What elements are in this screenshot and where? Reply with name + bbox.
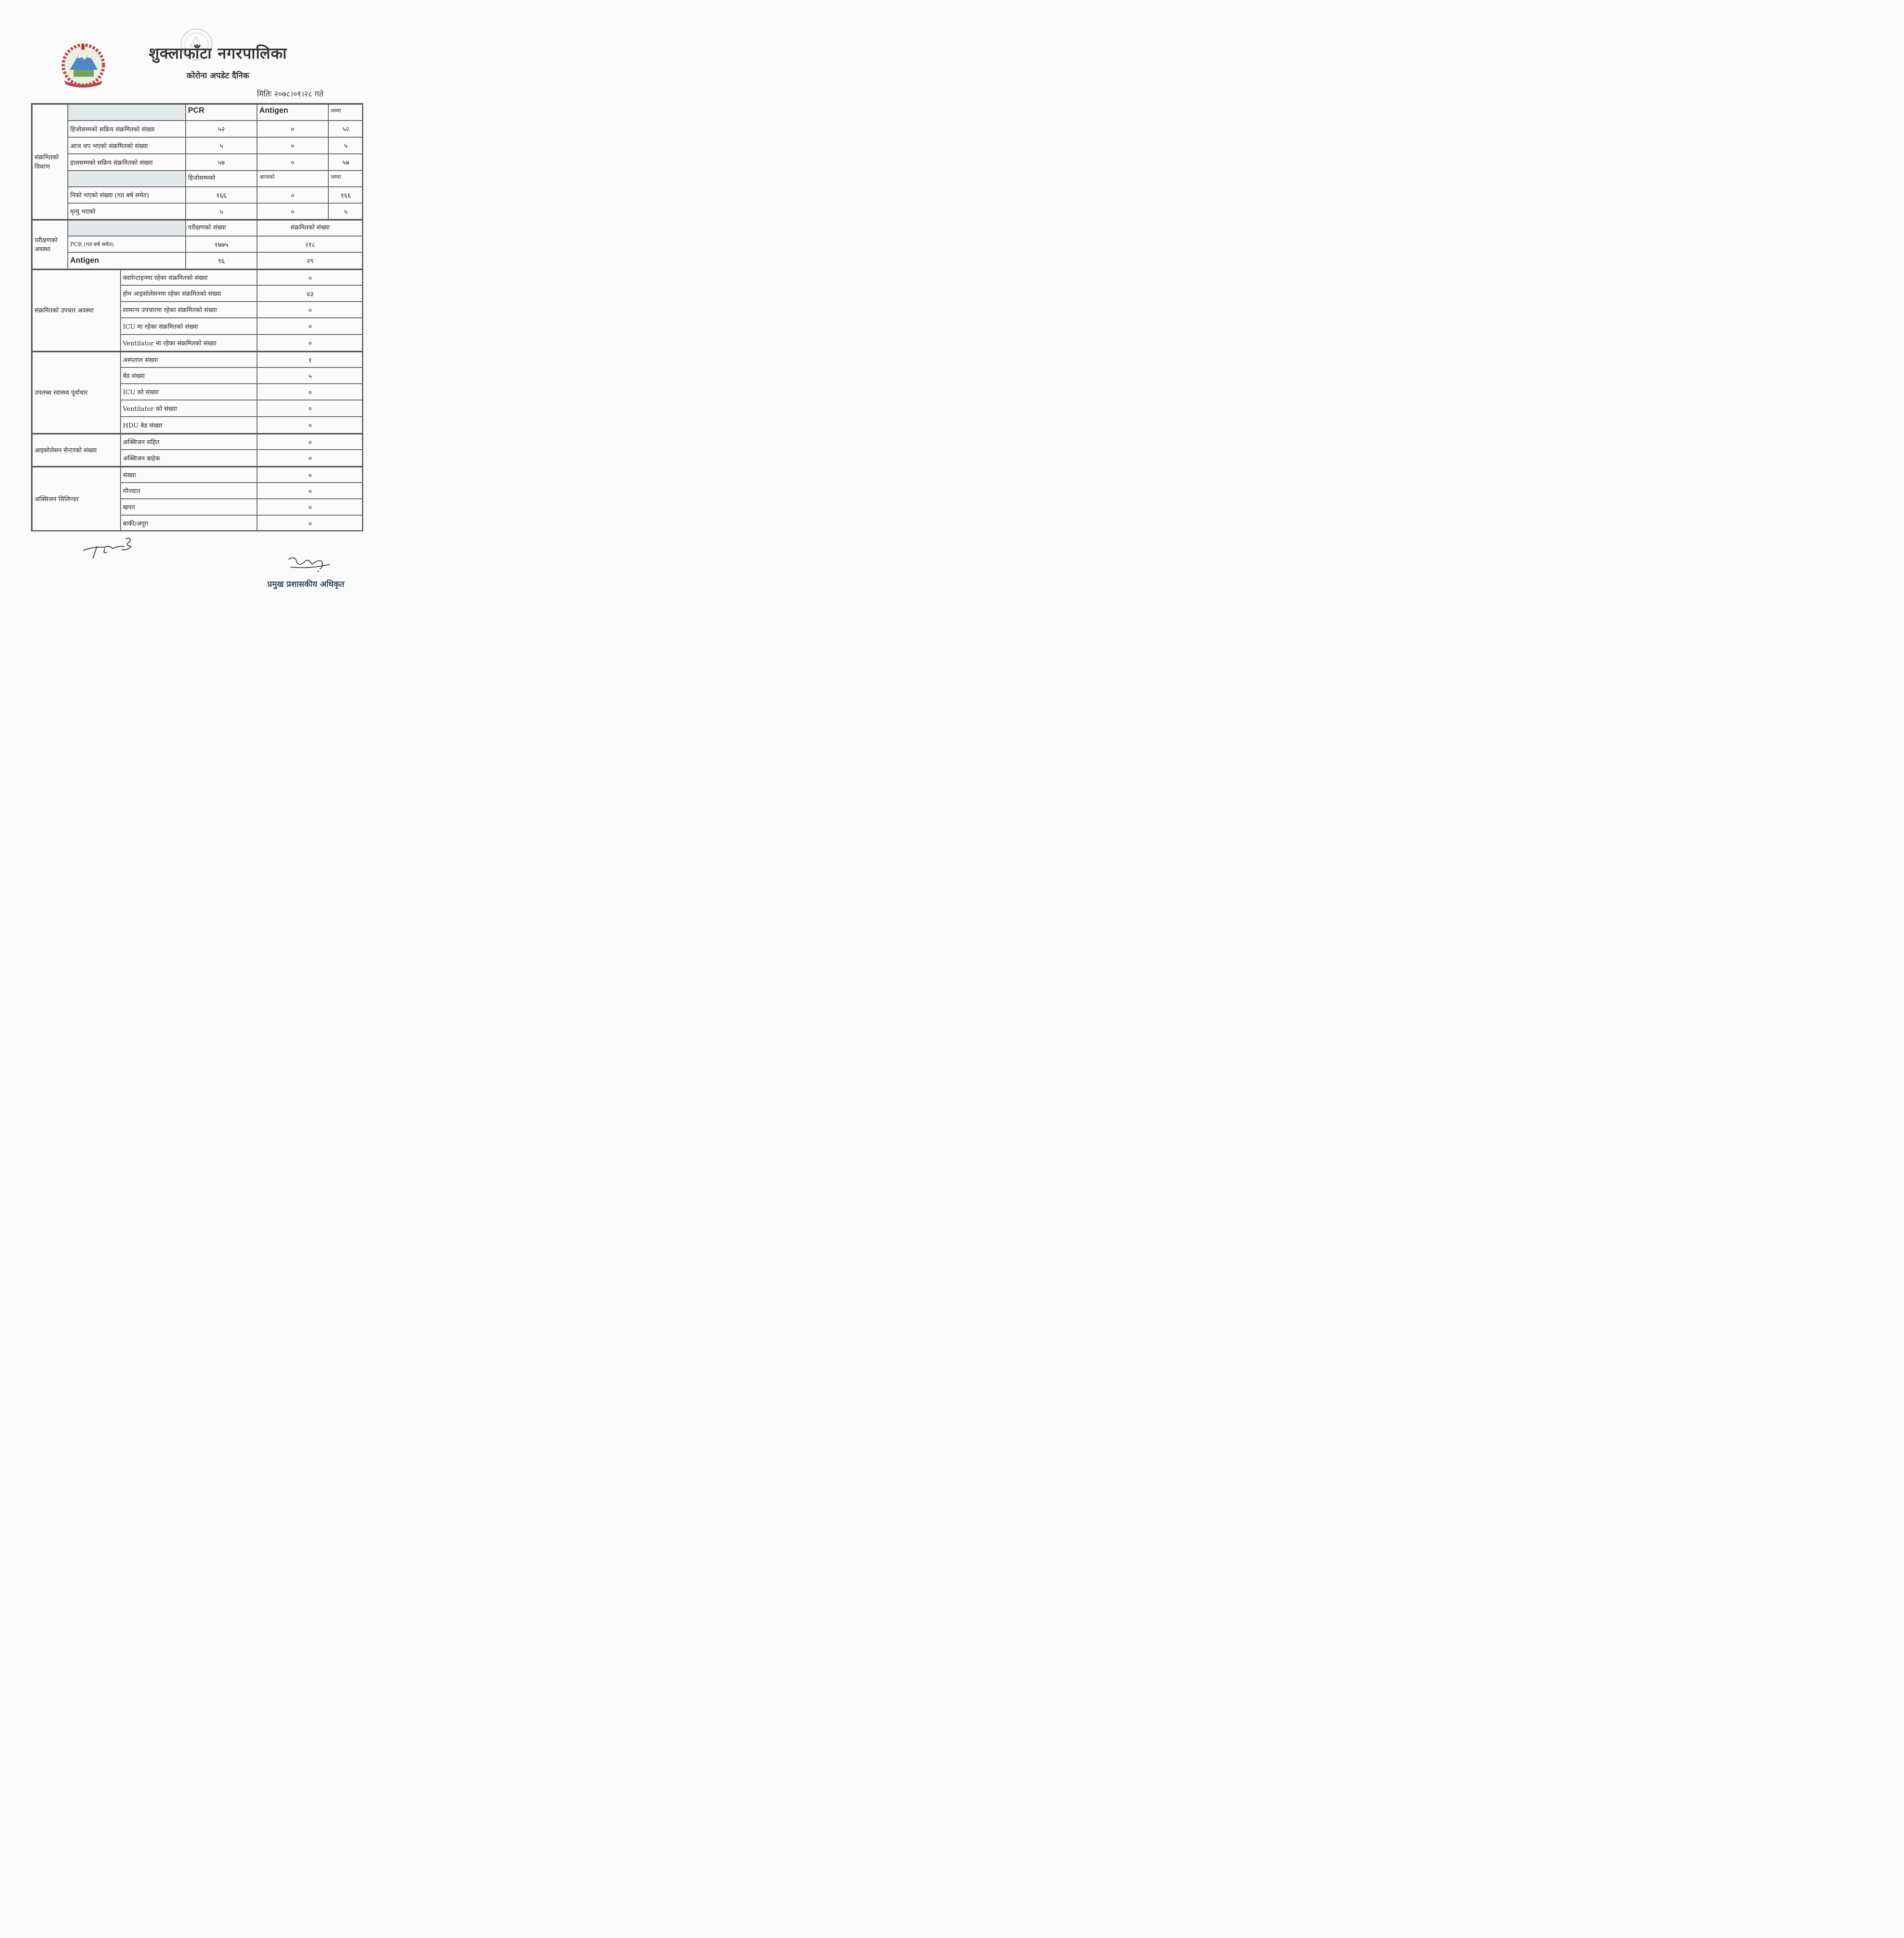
row-label-deaths: मृत्यु भएको xyxy=(68,203,186,219)
value-cell: ० xyxy=(257,417,363,433)
row-label-new-today: आज थप भएको संक्रमितको संख्या xyxy=(68,137,186,154)
row-label-ventilator: Ventilator मा रहेका संक्रमितको संख्या xyxy=(121,334,257,351)
value-cell: १ xyxy=(257,351,363,367)
section-label-isolation: आइसोलेसन सेन्टरको संख्या xyxy=(32,433,121,466)
value-cell: ५ xyxy=(257,367,363,384)
value-cell: ० xyxy=(257,269,363,285)
covid-update-table xyxy=(31,103,363,531)
value-cell: ० xyxy=(257,499,363,515)
value-cell: ० xyxy=(257,302,363,318)
value-cell: ५७ xyxy=(328,154,363,171)
value-cell: ९६ xyxy=(186,252,257,269)
value-cell: ० xyxy=(257,187,328,203)
value-cell: ० xyxy=(257,334,363,351)
row-label-hdu-beds: HDU बेड संख्या xyxy=(121,417,257,433)
row-label-stock: मौज्दात xyxy=(121,483,257,499)
value-cell: ५२ xyxy=(328,121,363,137)
value-cell: ० xyxy=(257,450,363,466)
col-header-pcr: PCR xyxy=(186,104,257,121)
row-label-active-yesterday: हिजोसम्मको सक्रिय संक्रमितको संख्या xyxy=(68,121,186,137)
value-cell: २९ xyxy=(257,252,363,269)
value-cell: ० xyxy=(257,483,363,499)
value-cell: ० xyxy=(257,154,328,171)
value-cell: ५ xyxy=(328,137,363,154)
value-cell: ५ xyxy=(328,203,363,219)
value-cell: ५ xyxy=(186,137,257,154)
row-label-antigen: Antigen xyxy=(68,252,186,269)
header-blank-cell xyxy=(68,219,186,236)
value-cell: ० xyxy=(257,137,328,154)
report-date: मितिः २०७८।०१।२८ गते xyxy=(257,89,324,98)
value-cell: २१८ xyxy=(257,236,363,252)
row-label-general-treatment: सामान्य उपचारमा रहेका संक्रमितको संख्या xyxy=(121,302,257,318)
value-cell: १७७५ xyxy=(186,236,257,252)
col-header-total: जम्मा xyxy=(328,104,363,121)
value-cell: ५ xyxy=(186,203,257,219)
value-cell: ० xyxy=(257,515,363,531)
row-label-with-oxygen: अक्सिजन सहित xyxy=(121,433,257,450)
report-title: कोरोना अपडेट दैनिक xyxy=(186,71,249,80)
section-label-infection: संक्रमितको विवरण xyxy=(32,104,68,219)
municipality-title: शुक्लाफाँटा नगरपालिका xyxy=(148,44,287,62)
section-label-testing: परीक्षणको अवस्था xyxy=(32,219,68,269)
value-cell: ० xyxy=(257,466,363,483)
row-label-active-current: हालसम्मको सक्रिय संक्रमितको संख्या xyxy=(68,154,186,171)
value-cell: ० xyxy=(257,121,328,137)
value-cell: १६६ xyxy=(186,187,257,203)
row-label-icu-count: ICU को संख्या xyxy=(121,384,257,400)
value-cell: ० xyxy=(257,400,363,417)
value-cell: ५७ xyxy=(186,154,257,171)
col-header-today: आजको xyxy=(257,171,328,187)
value-cell: ० xyxy=(257,318,363,334)
value-cell: ४३ xyxy=(257,285,363,302)
row-label-beds: बेड संख्या xyxy=(121,367,257,384)
section-label-treatment: संक्रमितको उपचार अवस्था xyxy=(32,269,121,351)
row-label-consumption: खपत xyxy=(121,499,257,515)
value-cell: ५२ xyxy=(186,121,257,137)
row-label-without-oxygen: अक्सिजन बाहेक xyxy=(121,450,257,466)
col-header-total: जम्मा xyxy=(328,171,363,187)
col-header-antigen: Antigen xyxy=(257,104,328,121)
col-header-yesterday: हिजोसम्मको xyxy=(186,171,257,187)
row-label-pcr: PCR (गत बर्ष समेत) xyxy=(68,236,186,252)
col-header-tests: परीक्षणको संख्या xyxy=(186,219,257,236)
handwritten-signature-left xyxy=(81,535,136,562)
section-label-infrastructure: उपलब्ध स्वास्थ्य पूर्वाधार xyxy=(32,351,121,433)
row-label-hospitals: अस्पताल संख्या xyxy=(121,351,257,367)
officer-title: प्रमुख प्रशासकीय अधिकृत xyxy=(267,579,345,589)
value-cell: ० xyxy=(257,433,363,450)
row-label-icu: ICU मा रहेका संक्रमितको संख्या xyxy=(121,318,257,334)
row-label-home-isolation: होम आइसोलेसनमा रहेका संक्रमितको संख्या xyxy=(121,285,257,302)
header-blank-cell xyxy=(68,171,186,187)
handwritten-signature-officer xyxy=(287,553,333,575)
value-cell: ० xyxy=(257,384,363,400)
header-blank-cell xyxy=(68,104,186,121)
value-cell: ० xyxy=(257,203,328,219)
row-label-count: संख्या xyxy=(121,466,257,483)
row-label-ventilator-count: Ventilator को संख्या xyxy=(121,400,257,417)
value-cell: १६६ xyxy=(328,187,363,203)
row-label-recovered: निको भएको संख्या (गत बर्ष समेत) xyxy=(68,187,186,203)
row-label-remaining: बाकी/अपुग xyxy=(121,515,257,531)
col-header-infected: संक्रमितको संख्या xyxy=(257,219,363,236)
section-label-oxygen: अक्सिजन सिलिण्डर xyxy=(32,466,121,531)
row-label-quarantine: क्वारेन्टाइनमा रहेका संक्रमितको संख्या xyxy=(121,269,257,285)
